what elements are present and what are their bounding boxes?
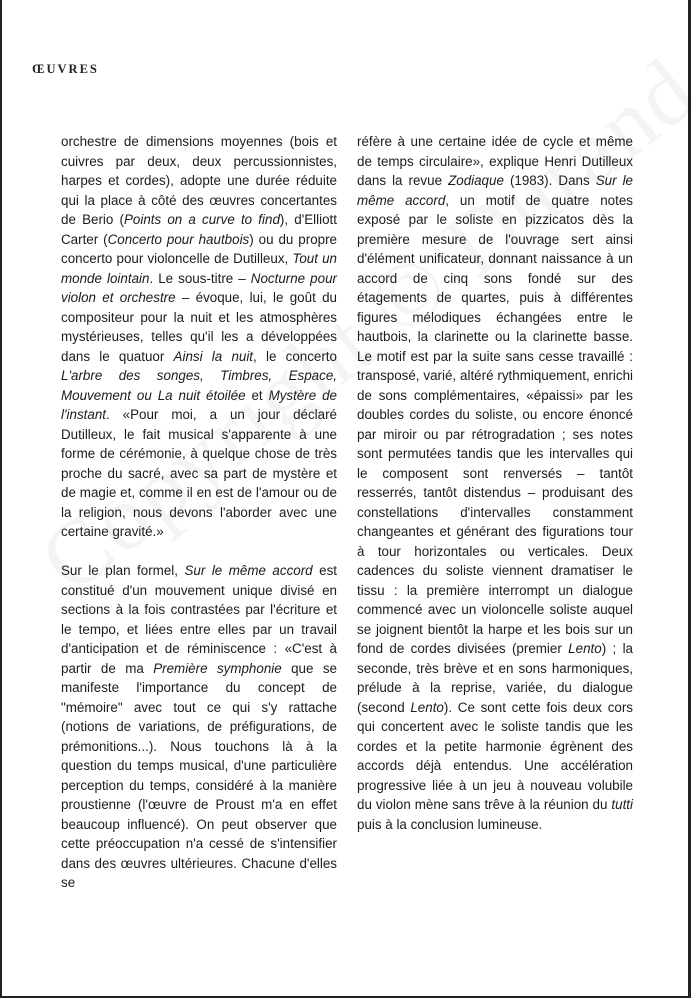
italic-title-run: Sur le même accord xyxy=(184,563,313,578)
italic-title-run: Zodiaque xyxy=(448,173,504,188)
running-header: ŒUVRES xyxy=(32,62,99,76)
paragraph xyxy=(61,132,337,542)
italic-title-run: Lento xyxy=(568,641,602,656)
italic-title-run: L'arbre des songes, Timbres, Espace, Mouvement ou La nuit étoilée xyxy=(61,368,337,403)
text-run: réfère à une certaine idée de cycle et même de temps circulaire», explique Henri Dutilleux dans la revue xyxy=(357,134,633,188)
text-run: Sur le plan formel, xyxy=(61,563,185,578)
text-run: , le concerto xyxy=(253,348,337,364)
text-run: . Le sous-titre – xyxy=(149,270,251,286)
paragraph xyxy=(61,561,337,893)
italic-title-run: Mystère de l'instant xyxy=(61,387,338,422)
italic-title-run: Lento xyxy=(410,699,444,715)
text-run: (1983). Dans xyxy=(503,173,596,188)
italic-title-run: Tout un monde lointain xyxy=(61,251,337,286)
left-column xyxy=(61,132,337,893)
italic-title-run: Nocturne pour violon et orchestre xyxy=(61,270,337,305)
text-run: puis à la conclusion lumineuse. xyxy=(357,816,543,832)
italic-title-run: Première symphonie xyxy=(153,660,282,676)
italic-title-run: tutti xyxy=(611,797,633,812)
text-run: , un motif de quatre notes exposé par le soliste en pizzicatos dès la première mesure de l'ouvrage sert ainsi d'élément unificateur, donnant naissance à un accord de cinq sons fondé sur des étagements de quartes, puis à différentes figures mélodiques échangées entre le hautbois, la clarinette ou la clarinette basse. Le motif est par la suite sans cesse travaillé : transposé, varié, altéré rythmiquement, enrichi de sons complémentaires, «épaissi» par les doubles cordes du soliste, ou encore énoncé par miroir ou par rétrogradation ; ses notes sont permutées tandis que les intervalles qui le composent sont renversés – tantôt resserrés, tantôt distendus – produisant des constellations d'intervalles constamment changeantes et générant des figurations tour à tour horizontales ou verticales. Deux cadences du soliste viennent dramatiser le tissu : la première interrompt un dialogue commencé avec un violoncelle soliste auquel se joignent bientôt la harpe et les bois sur un fond de cordes divisées (premier xyxy=(357,192,633,656)
italic-title-run: Concerto pour hautbois xyxy=(107,231,250,247)
italic-title-run: Points on a curve to find xyxy=(123,212,280,227)
text-run: – évoque, lui, le goût du compositeur pour la nuit et les atmosphères mystérieuses, telles qu'il les a développées dans le quatuor xyxy=(61,290,337,364)
right-column xyxy=(357,132,633,834)
italic-title-run: Sur le même accord xyxy=(357,173,633,208)
italic-title-run: Ainsi la nuit xyxy=(173,348,254,364)
text-run: est constitué d'un mouvement unique divisé en sections à la fois contrastées par l'écriture et le tempo, et liées entre elles par un travail d'anticipation et de réminiscence : «C'est à partir de ma xyxy=(61,563,337,676)
text-run: orchestre de dimensions moyennes (bois et cuivres par deux, deux percussionnistes, harpes et cordes), adopte une durée réduite qui la place à côté des œuvres concertantes de Berio ( xyxy=(61,134,337,227)
text-run: que se manifeste l'importance du concept de "mémoire" avec tout ce qui s'y rattache (notions de variations, de préfigurations, de prémonitions...). Nous touchons là à la question du temps musical, d'une particulière perception du temps, considéré à la manière proustienne (l'œuvre de Proust m'a en effet beaucoup influencé). On peut observer que cette préoccupation n'a cessé de s'intensifier dans des œuvres ultérieures. Chacune d'elles se xyxy=(61,660,337,890)
paragraph xyxy=(357,132,633,834)
text-run: ) ou du propre concerto pour violoncelle de Dutilleux, xyxy=(61,231,338,266)
text-run: ), d'Elliott Carter ( xyxy=(61,212,337,247)
text-run: ) ; la seconde, très brève et en sons harmoniques, prélude à la reprise, variée, du dialogue (second xyxy=(357,641,634,715)
text-run: et xyxy=(245,387,269,403)
text-run: . «Pour moi, a un jour déclaré Dutilleux, le fait musical s'apparente à une forme de cérémonie, à quelque chose de très proche du sacré, avec sa part de mystère et de magie et, comme il en est de l'amour ou de la religion, nous devons l'aborder avec une certaine gravité.» xyxy=(61,407,337,539)
text-run: ). Ce sont cette fois deux cors qui concertent avec le soliste tandis que les cordes et la petite harmonie égrènent des accords déjà entendus. Une accélération progressive liée à un jeu à nouveau volubile du violon mène sans trêve à la réunion du xyxy=(357,699,633,812)
